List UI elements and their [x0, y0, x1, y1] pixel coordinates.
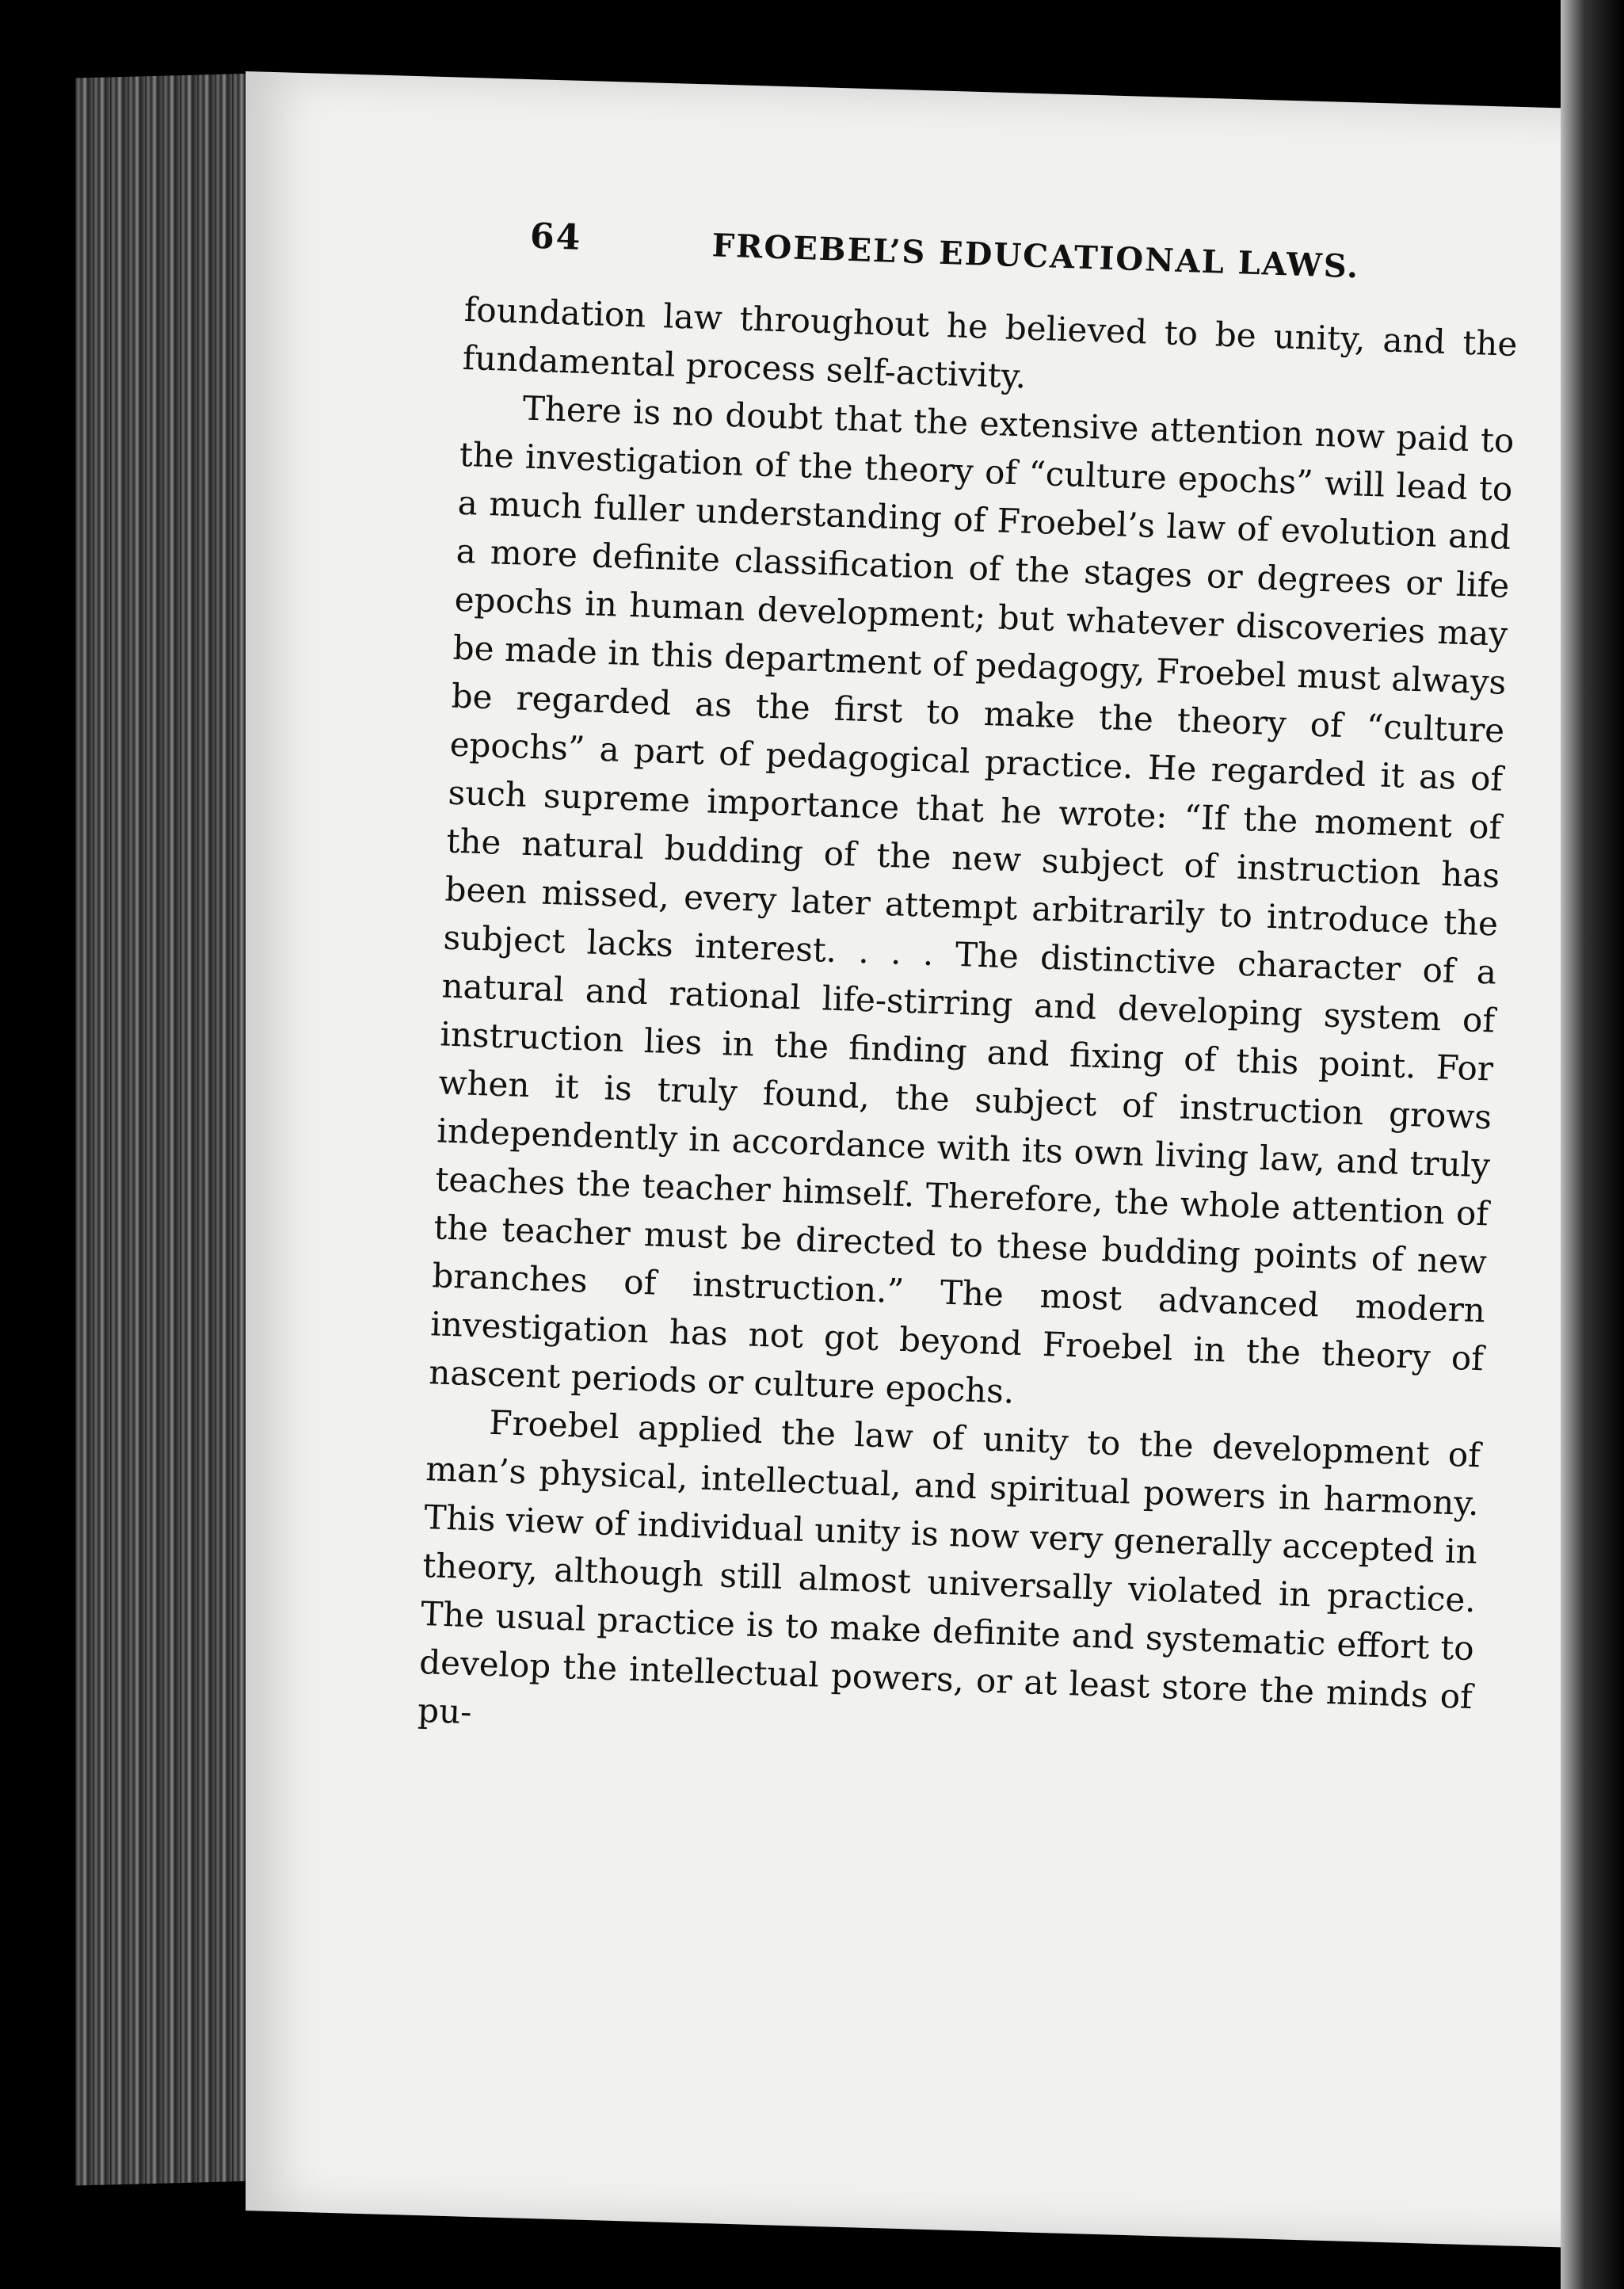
paragraph-culture-epochs: There is no doubt that the extensive attention now paid to the investigation of the theory of “culture epochs” will lead to a much fuller understanding of Froebel’s law of evolution and a more definite classification of the stages or degrees or life epochs in human development; but whatever discoveries may be made in this department of pedagogy, Froebel must always be regarded as the first to make the theory of “culture epochs” a part of pedagogical practice. He regarded it as of such supreme importance that he wrote: “If the moment of the natural budding of the new subject of instruction has been missed, every later attempt arbitrarily to introduce the subject lacks interest. . . . The distinctive character of a natural and rational life-stirring and developing system of instruction lies in the finding and fixing of this point. For when it is truly found, the subject of instruction grows independently in accordance with its own living law, and truly teaches the teacher himself. Therefore, the whole attention of the teacher must be directed to these budding points of new branches of instruction.” The most advanced modern investigation has not got beyond Froebel in the theory of nascent periods or culture epochs. — [428, 388, 1515, 1411]
paragraph-continued: foundation law throughout he believed to be unity, and the fundamental process self-activity. — [462, 289, 1519, 396]
body-text — [417, 285, 1518, 1769]
paragraph-law-of-unity: Froebel applied the law of unity to the development of man’s physical, intellectual, and spiritual powers in harmony. This view of individual unity is now very generally accepted in theory, although still almost universally violated in practice. The usual practice is to make definite and systematic effort to develop the intellectual powers, or at least store the minds of pu- — [417, 1402, 1481, 1732]
scan-border-right — [1561, 0, 1624, 2289]
page-number: 64 — [529, 216, 583, 258]
running-title: FROEBEL’S EDUCATIONAL LAWS. — [711, 227, 1360, 286]
page-content — [417, 214, 1520, 1769]
